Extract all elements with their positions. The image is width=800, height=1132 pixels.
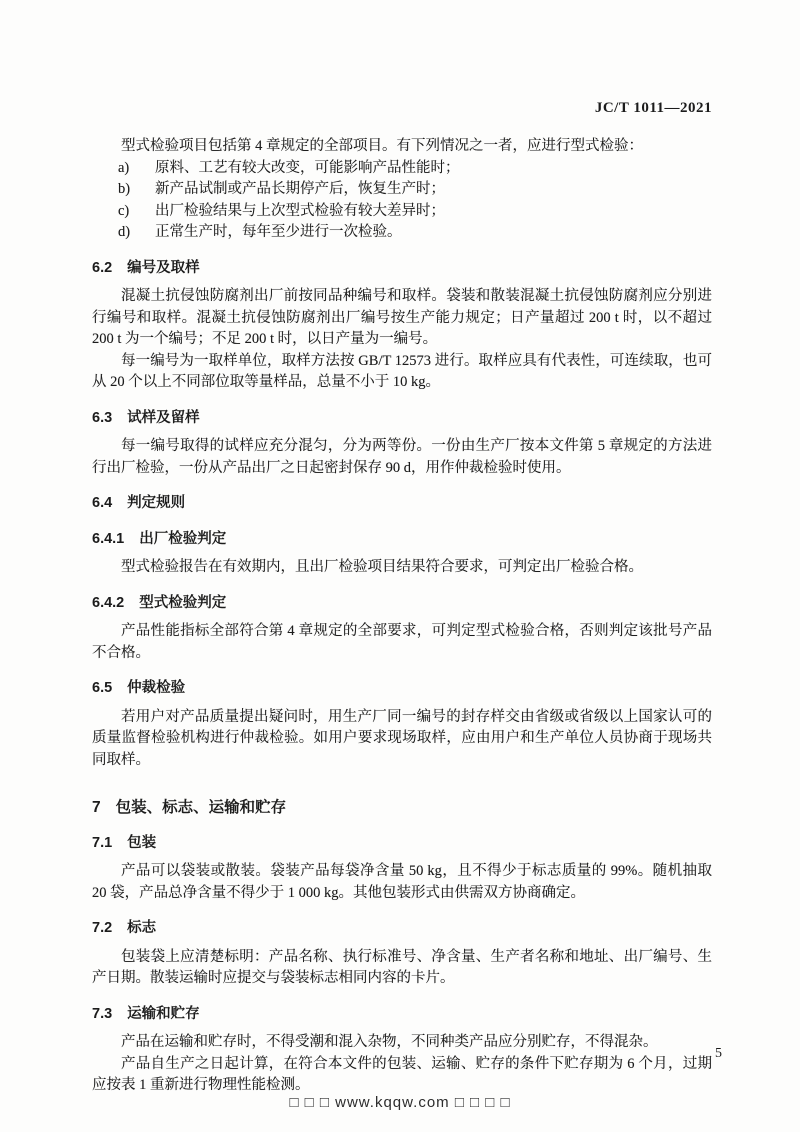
chapter-title: 包装、标志、运输和贮存: [115, 799, 287, 816]
section-number: 7.3: [92, 1005, 113, 1022]
section-paragraph: 每一编号为一取样单位，取样方法按 GB/T 12573 进行。取样应具有代表性，可连续取，也可从 20 个以上不同部位取等量样品，总量不小于 10 kg。: [92, 352, 712, 390]
page-number: 5: [715, 1046, 722, 1061]
section-number: 6.3: [92, 409, 113, 426]
list-item-label: d): [118, 224, 131, 240]
section-title: 包装: [127, 834, 157, 851]
section-title: 仲裁检验: [127, 680, 186, 696]
section-title: 型式检验判定: [139, 594, 227, 611]
section-title: 运输和贮存: [127, 1005, 200, 1022]
section-heading-6-5: [92, 678, 712, 700]
list-item-label: a): [118, 159, 130, 176]
watermark-text: □ □ □ www.kqqw.com □ □ □ □: [289, 1094, 511, 1111]
section-title: 试样及留样: [127, 409, 200, 426]
section-title: 出厂检验判定: [139, 530, 227, 547]
section-heading-7-3: [92, 1004, 712, 1026]
document-content: [92, 136, 712, 1097]
section-paragraph: 产品自生产之日起计算，在符合本文件的包装、运输、贮存的条件下贮存期为 6 个月，过期应按表 1 重新进行物理性能检测。: [92, 1055, 712, 1093]
section-heading-6-3: [92, 408, 712, 430]
section-number: 6.2: [92, 259, 113, 276]
section-paragraph: 每一编号取得的试样应充分混匀，分为两等份。一份由生产厂按本文件第 5 章规定的方法进行出厂检验，一份从产品出厂之日起密封保存 90 d，用作仲裁检验时使用。: [92, 438, 712, 476]
section-number: 6.4: [92, 495, 113, 511]
type-test-condition-list: [92, 158, 712, 244]
list-item: [118, 158, 712, 180]
section-heading-6-4-1: [92, 529, 712, 551]
section-number: 6.4.2: [92, 594, 125, 611]
list-item-text: 新产品试制或产品长期停产后，恢复生产时；: [155, 181, 445, 197]
section-title: 判定规则: [127, 495, 186, 511]
list-item: [118, 179, 712, 201]
section-title: 编号及取样: [127, 259, 200, 276]
section-paragraph: 产品在运输和贮存时，不得受潮和混入杂物，不同种类产品应分别贮存，不得混杂。: [121, 1034, 658, 1050]
standard-number: JC/T 1011—2021: [594, 100, 712, 116]
list-item-label: b): [118, 181, 131, 197]
section-paragraph: 产品性能指标全部符合第 4 章规定的全部要求，可判定型式检验合格，否则判定该批号产品不合格。: [92, 623, 712, 661]
list-item: [118, 222, 712, 244]
section-title: 标志: [127, 920, 157, 936]
section-number: 7.2: [92, 920, 113, 936]
section-heading-6-4: [92, 493, 712, 515]
section-paragraph: 型式检验报告在有效期内，且出厂检验项目结果符合要求，可判定出厂检验合格。: [121, 559, 643, 575]
chapter-heading-7: [92, 797, 712, 819]
section-heading-6-4-2: [92, 593, 712, 615]
section-number: 6.5: [92, 680, 113, 696]
running-header: [595, 100, 712, 117]
list-item: [118, 201, 712, 223]
section-number: 6.4.1: [92, 530, 125, 547]
intro-paragraph: 型式检验项目包括第 4 章规定的全部项目。有下列情况之一者，应进行型式检验：: [121, 138, 643, 154]
list-item-label: c): [118, 202, 130, 219]
section-paragraph: 混凝土抗侵蚀防腐剂出厂前按同品种编号和取样。袋装和散装混凝土抗侵蚀防腐剂应分别进行编号和取样。混凝土抗侵蚀防腐剂出厂编号按生产能力规定；日产量超过 200 t 时，以不超过 200 t 为一个编号；不足 200 t 时，以日产量为一编号。: [92, 288, 712, 347]
list-item-text: 原料、工艺有较大改变，可能影响产品性能时；: [155, 159, 460, 176]
section-heading-6-2: [92, 258, 712, 280]
section-heading-7-1: [92, 833, 712, 855]
list-item-text: 正常生产时，每年至少进行一次检验。: [155, 224, 402, 240]
list-item-text: 出厂检验结果与上次型式检验有较大差异时；: [155, 202, 445, 219]
section-heading-7-2: [92, 918, 712, 940]
section-paragraph: 产品可以袋装或散装。袋装产品每袋净含量 50 kg，且不得少于标志质量的 99%。随机抽取 20 袋，产品总净含量不得少于 1 000 kg。其他包装形式由供需双方协商确定。: [92, 863, 712, 901]
chapter-number: 7: [92, 799, 101, 816]
section-paragraph: 若用户对产品质量提出疑问时，用生产厂同一编号的封存样交由省级或省级以上国家认可的质量监督检验机构进行仲裁检验。如用户要求现场取样，应由用户和生产单位人员协商于现场共同取样。: [92, 708, 712, 768]
section-number: 7.1: [92, 834, 113, 851]
section-paragraph: 包装袋上应清楚标明：产品名称、执行标准号、净含量、生产者名称和地址、出厂编号、生产日期。散装运输时应提交与袋装标志相同内容的卡片。: [92, 948, 712, 986]
